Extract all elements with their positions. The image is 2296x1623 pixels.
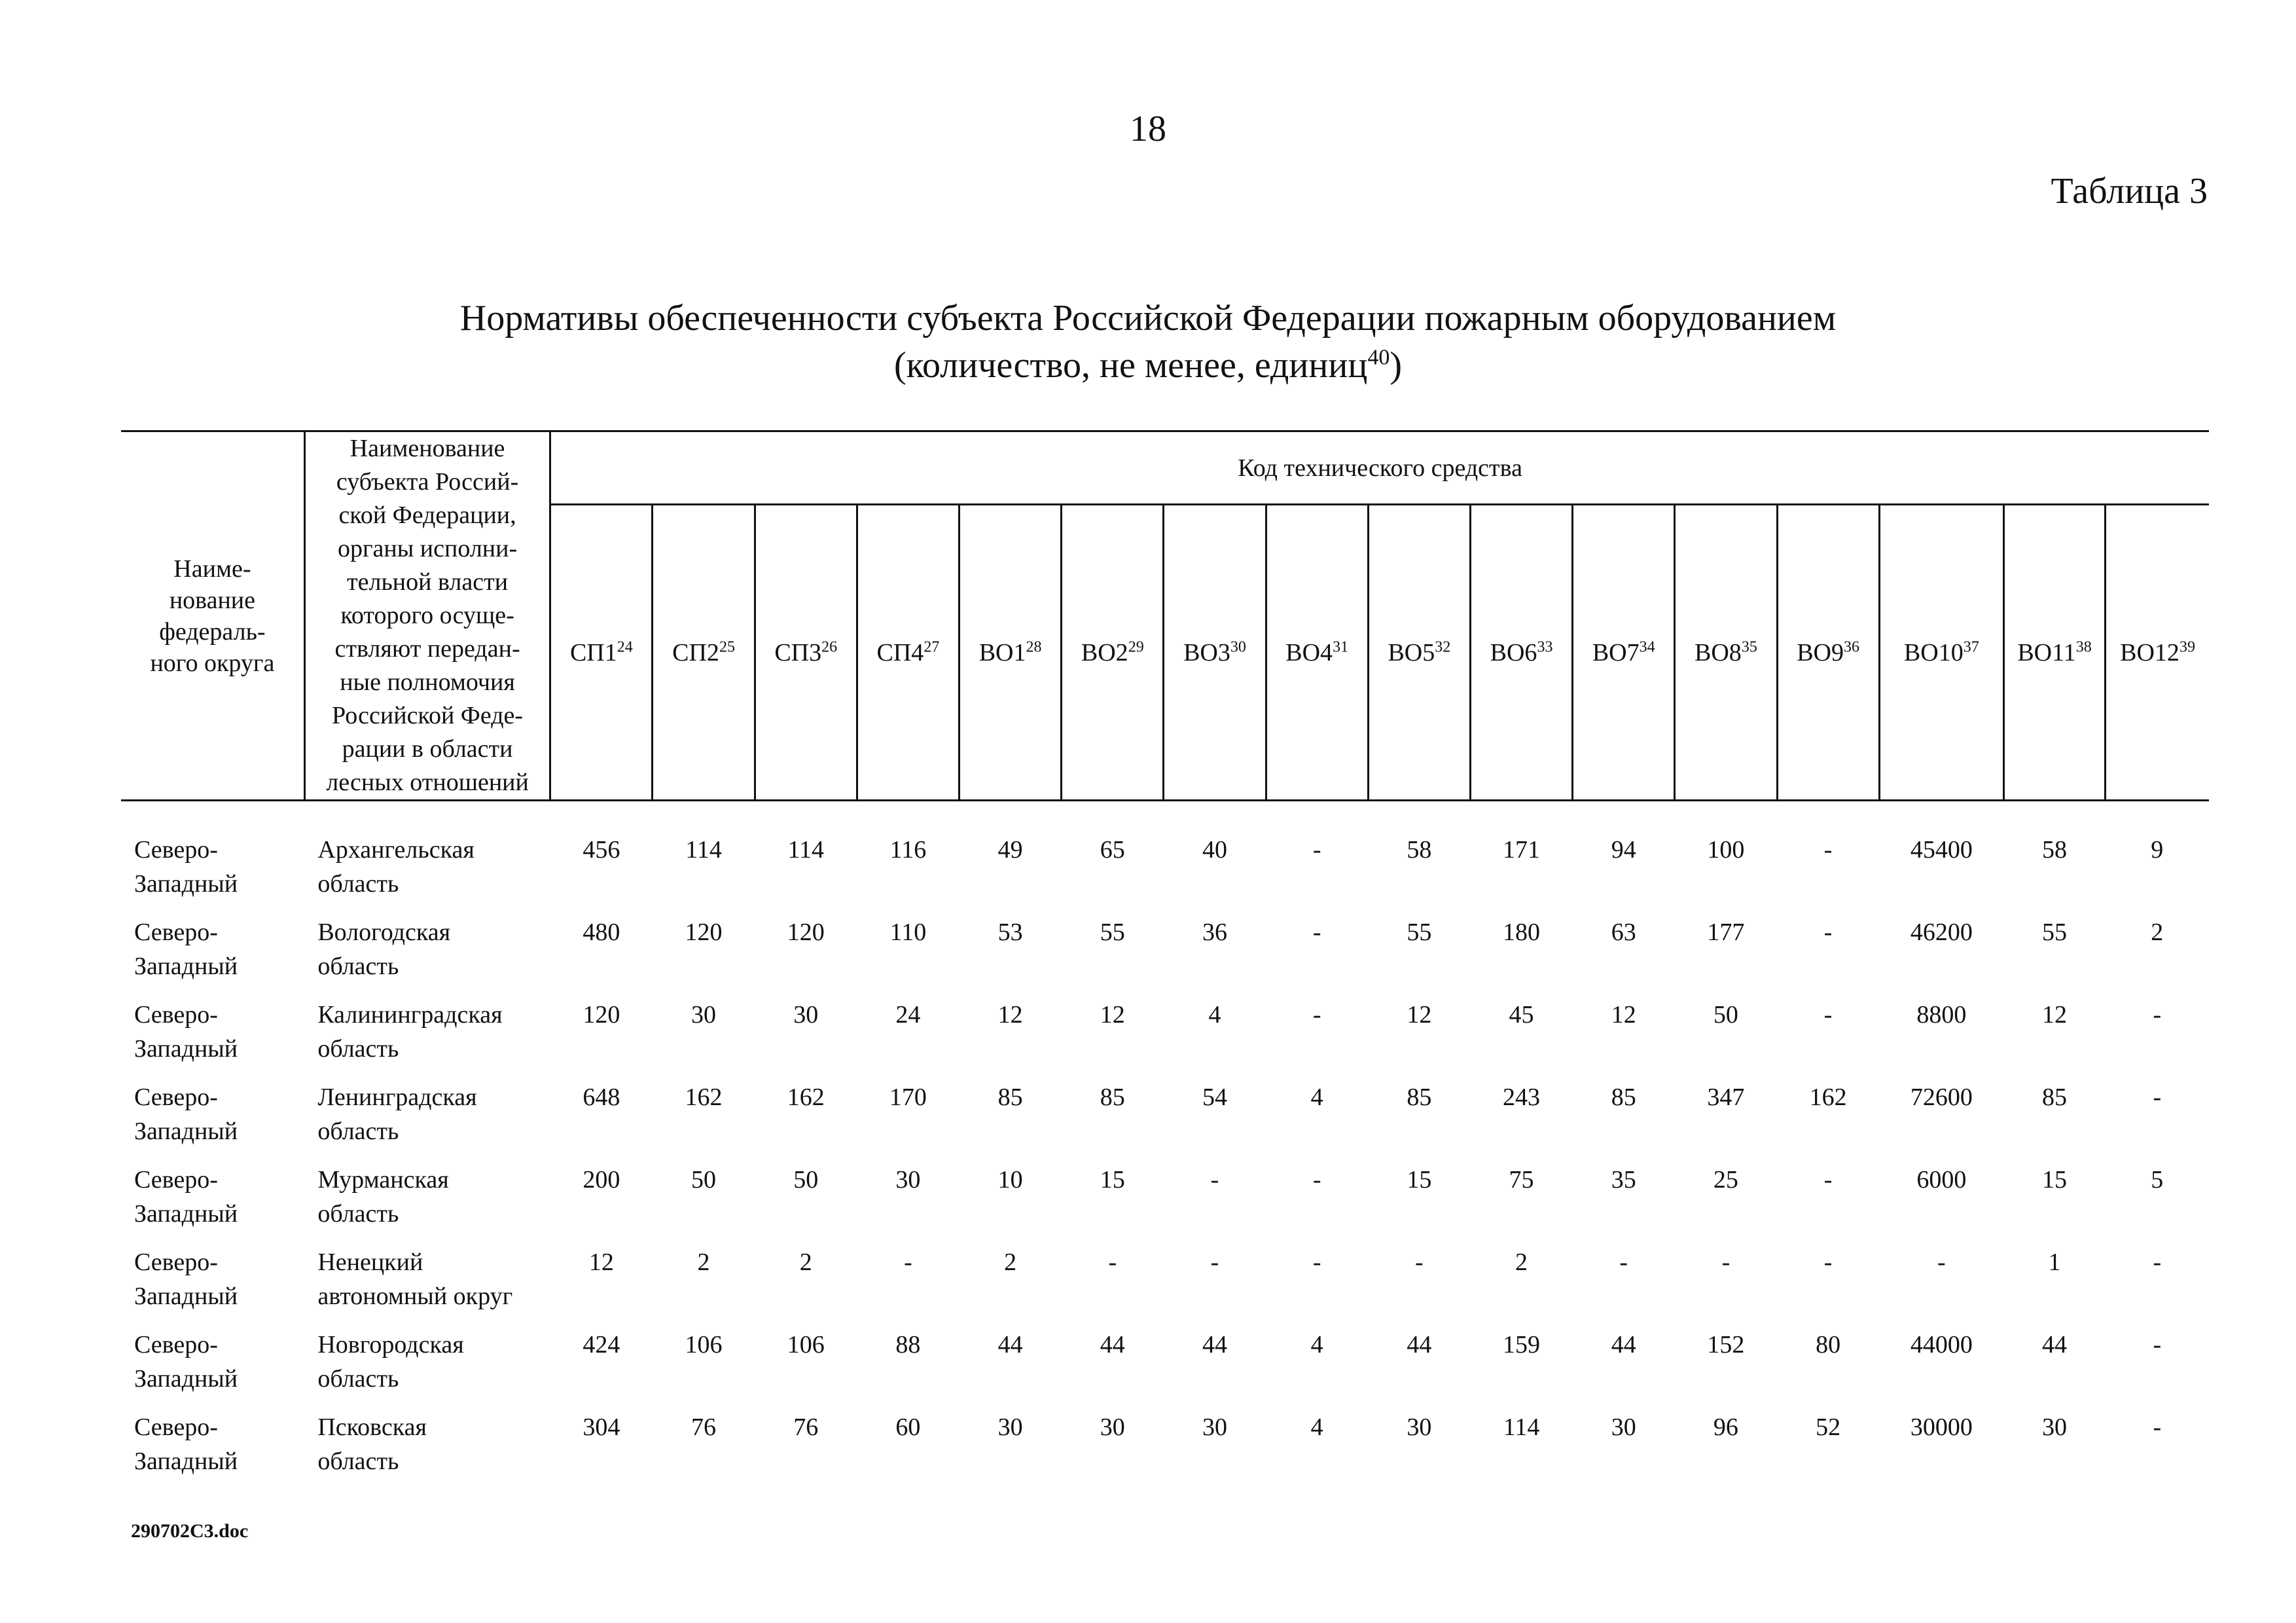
table-header	[121, 431, 2209, 801]
value-cell: 49	[997, 836, 1023, 864]
code-label: ВО1	[978, 638, 1026, 666]
subject-line: область	[317, 1448, 399, 1475]
header-subject-line: лесных отношений	[326, 769, 529, 796]
code-footnote-ref: 24	[617, 638, 633, 655]
value-cell: 4	[1310, 1084, 1323, 1111]
code-label: ВО12	[2120, 638, 2179, 666]
value-cell: 12	[997, 1001, 1023, 1029]
value-cell: 45400	[1910, 836, 1973, 864]
header-code-во1	[960, 505, 1062, 801]
code-label: СП2	[672, 638, 719, 666]
code-footnote-ref: 32	[1435, 638, 1451, 655]
value-cell: 55	[1407, 919, 1432, 946]
header-code-во12	[2106, 505, 2209, 801]
value-cell: -	[2153, 1331, 2162, 1359]
okrug-line: Западный	[134, 953, 238, 980]
header-subject	[304, 431, 550, 801]
header-code-во3	[1164, 505, 1266, 801]
okrug-cell	[121, 801, 304, 916]
subject-line: область	[317, 1200, 399, 1228]
table-title	[0, 295, 2296, 389]
okrug-cell	[121, 998, 304, 1080]
code-footnote-ref: 39	[2179, 638, 2195, 655]
value-cell: 162	[685, 1084, 723, 1111]
value-cell: 110	[889, 919, 927, 946]
value-cell: -	[1823, 1249, 1833, 1276]
subject-line: Мурманская	[317, 1166, 449, 1194]
okrug-cell	[121, 1328, 304, 1410]
subject-line: область	[317, 870, 399, 898]
subject-cell	[304, 1410, 550, 1493]
value-cell: 25	[1713, 1166, 1738, 1194]
header-code-во2	[1062, 505, 1164, 801]
title-line-1: Нормативы обеспеченности субъекта Российской Федерации пожарным оборудованием	[459, 298, 1837, 338]
subject-line: Архангельская	[317, 836, 475, 864]
table-row	[121, 915, 2209, 998]
value-cell: 30	[997, 1413, 1023, 1441]
value-cell: 2	[1515, 1249, 1528, 1276]
header-subject-line: Российской Феде-	[332, 702, 524, 729]
subject-cell	[304, 1080, 550, 1163]
value-cell: 85	[1611, 1084, 1636, 1111]
value-cell: 180	[1503, 919, 1541, 946]
value-cell: 30	[1100, 1413, 1125, 1441]
value-cell: 200	[583, 1166, 620, 1194]
value-cell: 30	[1611, 1413, 1636, 1441]
subject-cell	[304, 1328, 550, 1410]
value-cell: -	[1312, 1249, 1321, 1276]
subject-line: область	[317, 1035, 399, 1063]
value-cell: 648	[583, 1084, 620, 1111]
header-code-во7	[1573, 505, 1675, 801]
value-cell: 2	[799, 1249, 812, 1276]
title-line-2-end: )	[1390, 345, 1402, 386]
subject-line: Калининградская	[317, 1001, 503, 1029]
value-cell: 75	[1509, 1166, 1534, 1194]
value-cell: 4	[1310, 1331, 1323, 1359]
okrug-cell	[121, 1080, 304, 1163]
code-footnote-ref: 30	[1230, 638, 1246, 655]
value-cell: -	[1721, 1249, 1731, 1276]
value-cell: 30000	[1910, 1413, 1973, 1441]
subject-line: область	[317, 1365, 399, 1393]
value-cell: 171	[1503, 836, 1541, 864]
subject-line: Вологодская	[317, 919, 451, 946]
subject-line: Новгородская	[317, 1331, 464, 1359]
header-code-сп2	[653, 505, 755, 801]
header-okrug-line: Наиме-	[173, 555, 251, 583]
value-cell: 1	[2048, 1249, 2061, 1276]
header-code-сп4	[857, 505, 959, 801]
value-cell: -	[1312, 919, 1321, 946]
value-cell: 6000	[1916, 1166, 1967, 1194]
value-cell: 72600	[1910, 1084, 1973, 1111]
table-row	[121, 1410, 2209, 1493]
subject-line: область	[317, 953, 399, 980]
title-line-2	[0, 342, 2296, 389]
code-label: СП1	[569, 638, 617, 666]
code-label: ВО2	[1081, 638, 1128, 666]
header-subject-line: тельной власти	[347, 568, 509, 596]
value-cell: 4	[1310, 1413, 1323, 1441]
page-number: 18	[1130, 109, 1166, 149]
value-cell: 30	[691, 1001, 717, 1029]
okrug-line: Западный	[134, 1035, 238, 1063]
value-cell: 58	[1407, 836, 1432, 864]
value-cell: -	[2153, 1001, 2162, 1029]
value-cell: 53	[997, 919, 1023, 946]
subject-line: Ленинградская	[317, 1084, 477, 1111]
header-subject-line: ской Федерации,	[338, 501, 516, 529]
header-subject-line: ные полномочия	[340, 668, 515, 696]
value-cell: 55	[1100, 919, 1125, 946]
table-body	[121, 801, 2209, 1493]
value-cell: 170	[889, 1084, 927, 1111]
subject-cell	[304, 998, 550, 1080]
header-okrug-line: федераль-	[159, 617, 266, 646]
value-cell: -	[2153, 1084, 2162, 1111]
header-subject-line: ствляют передан-	[334, 635, 520, 663]
value-cell: 114	[787, 836, 825, 864]
okrug-line: Западный	[134, 1448, 238, 1475]
okrug-cell	[121, 1410, 304, 1493]
subject-cell	[304, 801, 550, 916]
code-label: ВО7	[1592, 638, 1640, 666]
subject-line: область	[317, 1118, 399, 1145]
header-code-во10	[1879, 505, 2003, 801]
value-cell: 50	[691, 1166, 717, 1194]
code-label: СП3	[774, 638, 822, 666]
header-code-во9	[1777, 505, 1879, 801]
okrug-line: Западный	[134, 870, 238, 898]
value-cell: 80	[1816, 1331, 1841, 1359]
okrug-line: Северо-	[134, 1249, 218, 1276]
code-footnote-ref: 27	[924, 638, 940, 655]
value-cell: 76	[793, 1413, 819, 1441]
table-label: Таблица 3	[2051, 171, 2208, 211]
value-cell: 2	[697, 1249, 710, 1276]
code-label: ВО5	[1388, 638, 1435, 666]
value-cell: -	[904, 1249, 912, 1276]
code-footnote-ref: 25	[719, 638, 735, 655]
value-cell: 15	[1407, 1166, 1432, 1194]
value-cell: -	[1619, 1249, 1628, 1276]
code-label: ВО6	[1490, 638, 1537, 666]
value-cell: 30	[895, 1166, 921, 1194]
value-cell: 85	[1407, 1084, 1432, 1111]
subject-cell	[304, 915, 550, 998]
value-cell: 480	[583, 919, 620, 946]
value-cell: 2	[2151, 919, 2164, 946]
table-row	[121, 1080, 2209, 1163]
value-cell: 106	[685, 1331, 723, 1359]
value-cell: -	[1823, 836, 1833, 864]
code-footnote-ref: 28	[1026, 638, 1042, 655]
header-okrug-line: нование	[169, 586, 255, 614]
value-cell: 15	[2042, 1166, 2067, 1194]
value-cell: 58	[2042, 836, 2067, 864]
value-cell: 44	[1100, 1331, 1125, 1359]
value-cell: 12	[1407, 1001, 1432, 1029]
value-cell: 40	[1202, 836, 1227, 864]
value-cell: 50	[1713, 1001, 1738, 1029]
header-okrug-line: ного округа	[150, 649, 275, 677]
code-label: ВО11	[2017, 638, 2076, 666]
value-cell: 5	[2151, 1166, 2164, 1194]
value-cell: 44000	[1910, 1331, 1973, 1359]
code-label: ВО10	[1903, 638, 1964, 666]
table-row	[121, 998, 2209, 1080]
value-cell: 46200	[1910, 919, 1973, 946]
header-code-во5	[1368, 505, 1470, 801]
value-cell: 159	[1503, 1331, 1541, 1359]
header-code-сп3	[755, 505, 857, 801]
value-cell: 120	[583, 1001, 620, 1029]
value-cell: 76	[691, 1413, 717, 1441]
okrug-cell	[121, 915, 304, 998]
value-cell: 30	[1202, 1413, 1227, 1441]
value-cell: -	[1108, 1249, 1117, 1276]
table-row	[121, 1328, 2209, 1410]
value-cell: -	[1823, 1166, 1833, 1194]
norms-table	[121, 430, 2209, 1493]
value-cell: 96	[1713, 1413, 1738, 1441]
value-cell: 44	[1611, 1331, 1636, 1359]
value-cell: 162	[1809, 1084, 1847, 1111]
value-cell: 50	[793, 1166, 819, 1194]
value-cell: 9	[2151, 836, 2164, 864]
code-footnote-ref: 36	[1844, 638, 1859, 655]
code-label: ВО4	[1285, 638, 1333, 666]
okrug-line: Западный	[134, 1200, 238, 1228]
value-cell: 12	[2042, 1001, 2067, 1029]
header-subject-line: Наименование	[350, 435, 505, 462]
code-footnote-ref: 38	[2075, 638, 2092, 655]
okrug-line: Северо-	[134, 1331, 218, 1359]
subject-line: автономный округ	[317, 1283, 513, 1310]
value-cell: 60	[895, 1413, 921, 1441]
table-row	[121, 801, 2209, 916]
code-label: ВО9	[1797, 638, 1844, 666]
value-cell: 85	[997, 1084, 1023, 1111]
value-cell: -	[2153, 1413, 2162, 1441]
header-code-во6	[1470, 505, 1572, 801]
value-cell: 120	[787, 919, 825, 946]
value-cell: 424	[583, 1331, 620, 1359]
header-code-во8	[1675, 505, 1777, 801]
subject-cell	[304, 1245, 550, 1328]
header-subject-line: рации в области	[342, 735, 513, 763]
okrug-line: Северо-	[134, 1413, 218, 1441]
subject-line: Псковская	[317, 1413, 427, 1441]
subject-cell	[304, 1163, 550, 1245]
code-label: СП4	[876, 638, 924, 666]
value-cell: 44	[1202, 1331, 1227, 1359]
code-footnote-ref: 37	[1963, 638, 1979, 655]
value-cell: -	[1210, 1249, 1219, 1276]
value-cell: 243	[1503, 1084, 1541, 1111]
value-cell: 100	[1707, 836, 1745, 864]
okrug-cell	[121, 1163, 304, 1245]
value-cell: 36	[1202, 919, 1227, 946]
value-cell: 94	[1611, 836, 1636, 864]
okrug-line: Западный	[134, 1118, 238, 1145]
value-cell: 4	[1208, 1001, 1221, 1029]
value-cell: 54	[1202, 1084, 1227, 1111]
header-code-во11	[2003, 505, 2105, 801]
value-cell: 12	[1611, 1001, 1636, 1029]
code-footnote-ref: 31	[1333, 638, 1349, 655]
okrug-line: Северо-	[134, 1166, 218, 1194]
value-cell: -	[2153, 1249, 2162, 1276]
value-cell: 30	[1407, 1413, 1432, 1441]
okrug-cell	[121, 1245, 304, 1328]
title-footnote-ref: 40	[1367, 345, 1390, 370]
value-cell: 88	[895, 1331, 921, 1359]
value-cell: -	[1937, 1249, 1946, 1276]
header-code-сп1	[550, 505, 653, 801]
value-cell: 12	[1100, 1001, 1125, 1029]
okrug-line: Западный	[134, 1283, 238, 1310]
value-cell: 44	[1407, 1331, 1432, 1359]
value-cell: 456	[583, 836, 620, 864]
okrug-line: Западный	[134, 1365, 238, 1393]
value-cell: 85	[1100, 1084, 1125, 1111]
value-cell: 114	[685, 836, 722, 864]
code-footnote-ref: 34	[1639, 638, 1655, 655]
code-label: ВО8	[1695, 638, 1742, 666]
footer-doc-name: 290702С3.doc	[131, 1520, 249, 1542]
value-cell: 120	[685, 919, 723, 946]
table-row	[121, 1245, 2209, 1328]
value-cell: 177	[1707, 919, 1745, 946]
value-cell: 152	[1707, 1331, 1745, 1359]
value-cell: 65	[1100, 836, 1125, 864]
value-cell: 30	[2042, 1413, 2067, 1441]
value-cell: 116	[889, 836, 927, 864]
code-footnote-ref: 35	[1741, 638, 1757, 655]
value-cell: 45	[1509, 1001, 1534, 1029]
value-cell: 114	[1503, 1413, 1540, 1441]
code-footnote-ref: 29	[1128, 638, 1144, 655]
header-subject-line: которого осуще-	[340, 602, 514, 629]
value-cell: 12	[588, 1249, 614, 1276]
okrug-line: Северо-	[134, 836, 218, 864]
value-cell: -	[1823, 919, 1833, 946]
header-code-во4	[1266, 505, 1368, 801]
value-cell: -	[1312, 836, 1321, 864]
value-cell: 63	[1611, 919, 1636, 946]
okrug-line: Северо-	[134, 1001, 218, 1029]
value-cell: 30	[793, 1001, 819, 1029]
code-footnote-ref: 26	[821, 638, 838, 655]
value-cell: 162	[787, 1084, 825, 1111]
value-cell: -	[1210, 1166, 1219, 1194]
table-row	[121, 1163, 2209, 1245]
header-subject-line: субъекта Россий-	[336, 468, 519, 496]
value-cell: 347	[1707, 1084, 1745, 1111]
header-codes-title: Код технического средства	[550, 431, 2209, 505]
header-subject-line: органы исполни-	[337, 535, 518, 562]
value-cell: 55	[2042, 919, 2067, 946]
okrug-line: Северо-	[134, 919, 218, 946]
okrug-line: Северо-	[134, 1084, 218, 1111]
value-cell: -	[1312, 1166, 1321, 1194]
value-cell: 24	[895, 1001, 921, 1029]
value-cell: -	[1823, 1001, 1833, 1029]
value-cell: 106	[787, 1331, 825, 1359]
code-label: ВО3	[1183, 638, 1230, 666]
value-cell: 52	[1816, 1413, 1841, 1441]
value-cell: -	[1312, 1001, 1321, 1029]
value-cell: 8800	[1916, 1001, 1967, 1029]
header-okrug	[121, 431, 304, 801]
value-cell: -	[1415, 1249, 1424, 1276]
title-line-2-text: (количество, не менее, единиц	[894, 345, 1368, 386]
value-cell: 2	[1004, 1249, 1017, 1276]
code-footnote-ref: 33	[1537, 638, 1553, 655]
value-cell: 10	[997, 1166, 1023, 1194]
value-cell: 35	[1611, 1166, 1636, 1194]
value-cell: 44	[997, 1331, 1023, 1359]
value-cell: 304	[583, 1413, 620, 1441]
value-cell: 44	[2042, 1331, 2067, 1359]
value-cell: 85	[2042, 1084, 2067, 1111]
subject-line: Ненецкий	[317, 1249, 423, 1276]
value-cell: 15	[1100, 1166, 1125, 1194]
